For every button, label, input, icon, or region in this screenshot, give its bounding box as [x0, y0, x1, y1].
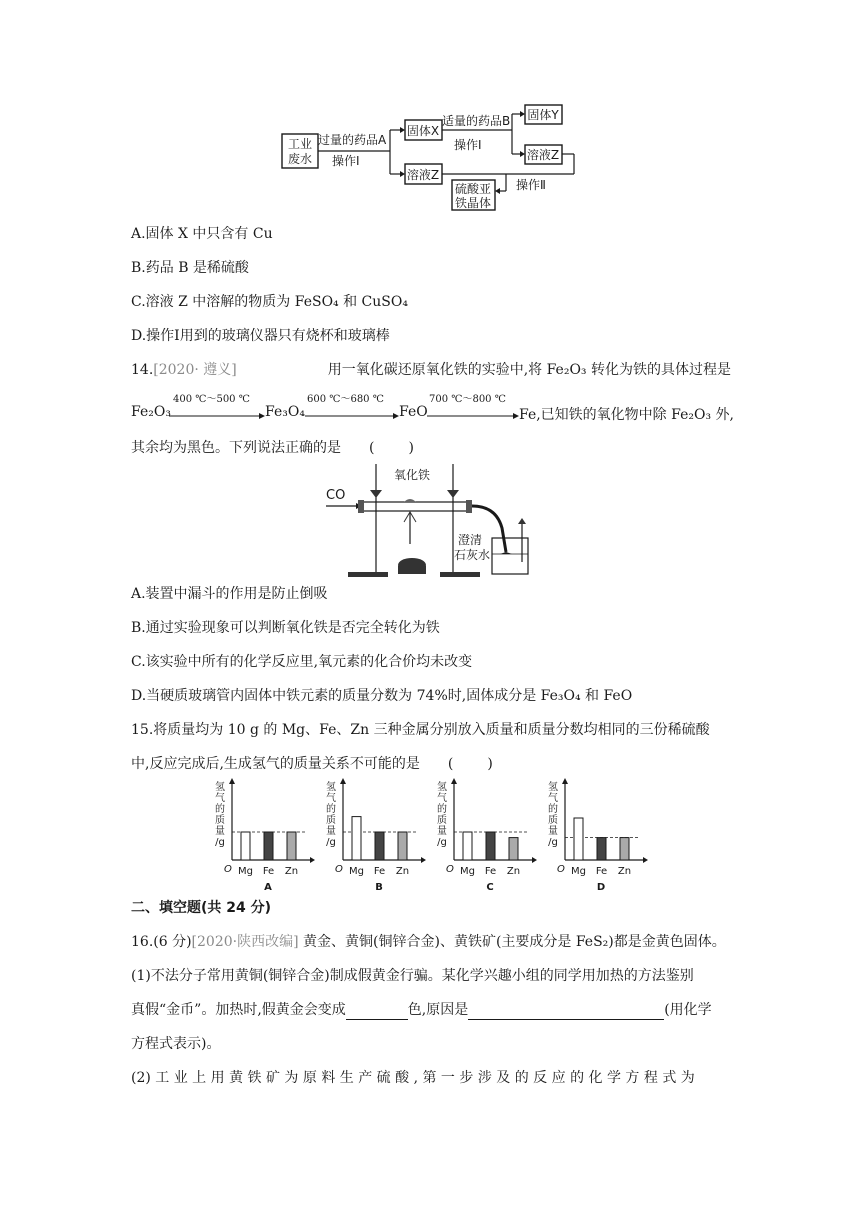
- y-axis-label-char: /g: [437, 837, 447, 848]
- origin-label: O: [446, 864, 454, 875]
- q16-part2-line1: (2) 工 业 上 用 黄 铁 矿 为 原 料 生 产 硫 酸 , 第 一 步 涉 及 的 反 应 的 化 学 方 程 式 为: [131, 1070, 695, 1086]
- q14-stem-2: 其余均为黑色。下列说法正确的是: [131, 440, 341, 456]
- flow-waste-2: 废水: [287, 152, 313, 166]
- process-flow-diagram: [270, 98, 590, 218]
- apparatus-iron-oxide-label: 氧化铁: [394, 468, 431, 482]
- x-axis-arrow: [532, 857, 537, 863]
- y-axis-arrow: [451, 778, 457, 784]
- apparatus-co-label: CO: [326, 488, 346, 503]
- x-tick-mg: Mg: [571, 866, 586, 877]
- q14-source: [2020· 遵义]: [153, 362, 237, 378]
- answer-blank-color[interactable]: [346, 1003, 408, 1020]
- q16-part1-line2: [131, 1000, 712, 1020]
- q14-option-a: A.装置中漏斗的作用是防止倒吸: [131, 586, 328, 602]
- y-axis-label-char: 氢: [437, 782, 447, 793]
- x-tick-zn: Zn: [284, 866, 299, 877]
- origin-label: O: [335, 864, 343, 875]
- q15-graphs: [210, 778, 650, 896]
- y-axis-label-char: 的: [326, 804, 336, 815]
- bar-mg: [352, 817, 361, 860]
- q16-stem: [131, 932, 726, 952]
- chain-cond-3: 700 ℃～800 ℃: [429, 394, 506, 405]
- q16-part1-line3: 方程式表示)。: [131, 1036, 221, 1052]
- y-axis-label-char: 质: [215, 815, 225, 826]
- graph-label: D: [596, 882, 606, 893]
- y-axis-label-char: 的: [215, 804, 225, 815]
- bar-zn: [287, 832, 296, 860]
- q14-stem-line2: [131, 438, 414, 458]
- y-axis-label-char: /g: [326, 837, 336, 848]
- chain-fe3o4: Fe₃O₄: [265, 404, 305, 420]
- flow-op1-right: 操作Ⅰ: [454, 138, 482, 152]
- x-tick-mg: Mg: [238, 866, 253, 877]
- flow-drug-b: 适量的药品B: [442, 114, 511, 128]
- q16-part1-text-c: (用化学: [664, 1002, 712, 1018]
- y-axis-label-char: 的: [548, 804, 558, 815]
- q13-option-c: C.溶液 Z 中溶解的物质为 FeSO₄ 和 CuSO₄: [131, 294, 408, 310]
- answer-blank-equation[interactable]: [468, 1003, 664, 1020]
- y-axis-label-char: 质: [548, 815, 558, 826]
- y-axis-arrow: [229, 778, 235, 784]
- flow-solid-y: 固体Y: [527, 108, 559, 122]
- q16-number: 16.(6 分): [131, 934, 192, 950]
- apparatus-limewater-1: 澄清: [458, 533, 483, 547]
- chain-cond-1: 400 ℃～500 ℃: [173, 394, 250, 405]
- flow-crystal-2: 铁晶体: [454, 196, 492, 210]
- q14-reaction-chain: [131, 390, 734, 423]
- bar-zn: [398, 832, 407, 860]
- chain-fe: Fe,已知铁的氧化物中除 Fe₂O₃ 外,: [519, 407, 734, 423]
- x-tick-mg: Mg: [460, 866, 475, 877]
- q13-option-a: A.固体 X 中只含有 Cu: [131, 226, 273, 242]
- bar-mg: [574, 818, 583, 860]
- x-tick-fe: Fe: [373, 866, 386, 877]
- x-axis-arrow: [310, 857, 315, 863]
- flow-drug-a: 过量的药品A: [318, 133, 387, 147]
- y-axis-label-char: 量: [548, 826, 558, 837]
- graph-c: [432, 778, 537, 896]
- graph-label: B: [375, 882, 383, 893]
- chain-cond-2: 600 ℃～680 ℃: [307, 394, 384, 405]
- bar-mg: [241, 832, 250, 860]
- q15-stem-line1: 15.将质量均为 10 g 的 Mg、Fe、Zn 三种金属分别放入质量和质量分数均相同的三份稀硫酸: [131, 722, 710, 738]
- section-2-title: 二、填空题(共 24 分): [131, 900, 272, 916]
- q14-option-d: D.当硬质玻璃管内固体中铁元素的质量分数为 74%时,固体成分是 Fe₃O₄ 和 FeO: [131, 688, 633, 704]
- q14-stem-1: 用一氧化碳还原氧化铁的实验中,将 Fe₂O₃ 转化为铁的具体过程是: [327, 362, 731, 378]
- y-axis-label-char: 量: [326, 826, 336, 837]
- flow-waste-1: 工业: [287, 137, 313, 151]
- q15-stem-line2: [131, 754, 493, 774]
- x-tick-zn: Zn: [617, 866, 632, 877]
- apparatus-limewater-2: 石灰水: [454, 548, 491, 562]
- x-tick-fe: Fe: [484, 866, 497, 877]
- y-axis-label-char: 质: [437, 815, 447, 826]
- q13-option-d: D.操作Ⅰ用到的玻璃仪器只有烧杯和玻璃棒: [131, 328, 390, 344]
- bar-fe: [486, 832, 495, 860]
- flow-op2: 操作Ⅱ: [516, 178, 546, 192]
- bar-zn: [509, 838, 518, 860]
- y-axis-label-char: /g: [215, 837, 225, 848]
- y-axis-arrow: [562, 778, 568, 784]
- co-reduction-apparatus: [320, 462, 540, 582]
- graph-label: A: [264, 882, 272, 893]
- graph-a: [210, 778, 315, 896]
- origin-label: O: [557, 864, 565, 875]
- chain-feo: FeO: [399, 404, 428, 420]
- q13-option-b: B.药品 B 是稀硫酸: [131, 260, 249, 276]
- x-tick-fe: Fe: [262, 866, 275, 877]
- q15-stem-2: 中,反应完成后,生成氢气的质量关系不可能的是: [131, 756, 420, 772]
- y-axis-arrow: [340, 778, 346, 784]
- x-tick-fe: Fe: [595, 866, 608, 877]
- y-axis-label-char: 气: [215, 793, 225, 804]
- q14-paren-open: (: [369, 440, 375, 456]
- bar-mg: [463, 832, 472, 860]
- q14-option-b: B.通过实验现象可以判断氧化铁是否完全转化为铁: [131, 620, 440, 636]
- q15-paren-open: (: [447, 756, 454, 772]
- x-axis-arrow: [421, 857, 426, 863]
- q14-number: 14.: [131, 362, 154, 378]
- origin-label: O: [224, 864, 232, 875]
- q14-stem-line1: [131, 360, 731, 380]
- y-axis-label-char: 量: [215, 826, 225, 837]
- q14-option-c: C.该实验中所有的化学反应里,氧元素的化合价均未改变: [131, 654, 473, 670]
- q16-source: [2020·陕西改编]: [191, 934, 299, 950]
- y-axis-label-char: 气: [548, 793, 558, 804]
- graph-label: C: [486, 882, 494, 893]
- bar-fe: [375, 832, 384, 860]
- x-axis-arrow: [643, 857, 648, 863]
- q16-part1-text-a: 真假“金币”。加热时,假黄金会变成: [131, 1002, 346, 1018]
- q14-paren-close: ): [408, 440, 414, 456]
- y-axis-label-char: 氢: [215, 782, 225, 793]
- y-axis-label-char: 气: [437, 793, 447, 804]
- y-axis-label-char: 的: [437, 804, 447, 815]
- bar-fe: [264, 832, 273, 860]
- chain-fe2o3: Fe₂O₃: [131, 404, 171, 420]
- y-axis-label-char: 氢: [548, 782, 558, 793]
- x-tick-mg: Mg: [349, 866, 364, 877]
- q15-paren-close: ): [487, 756, 493, 772]
- graph-b: [321, 778, 426, 896]
- graph-d: [543, 778, 648, 896]
- flow-op1-left: 操作Ⅰ: [332, 154, 360, 168]
- bar-zn: [620, 838, 629, 860]
- x-tick-zn: Zn: [395, 866, 410, 877]
- y-axis-label-char: 量: [437, 826, 447, 837]
- y-axis-label-char: /g: [548, 837, 558, 848]
- q16-stem-text: 黄金、黄铜(铜锌合金)、黄铁矿(主要成分是 FeS₂)都是金黄色固体。: [303, 934, 726, 950]
- q16-part1-line1: (1)不法分子常用黄铜(铜锌合金)制成假黄金行骗。某化学兴趣小组的同学用加热的方法鉴别: [131, 968, 694, 984]
- flow-solution-z-left: 溶液Z: [406, 168, 440, 182]
- flow-solution-z-right: 溶液Z: [526, 148, 560, 162]
- y-axis-label-char: 质: [326, 815, 336, 826]
- y-axis-label-char: 气: [326, 793, 336, 804]
- flow-crystal-1: 硫酸亚: [454, 182, 492, 196]
- x-tick-zn: Zn: [506, 866, 521, 877]
- y-axis-label-char: 氢: [326, 782, 336, 793]
- q16-part1-text-b: 色,原因是: [407, 1002, 469, 1018]
- flow-solid-x: 固体X: [406, 124, 440, 138]
- bar-fe: [597, 838, 606, 860]
